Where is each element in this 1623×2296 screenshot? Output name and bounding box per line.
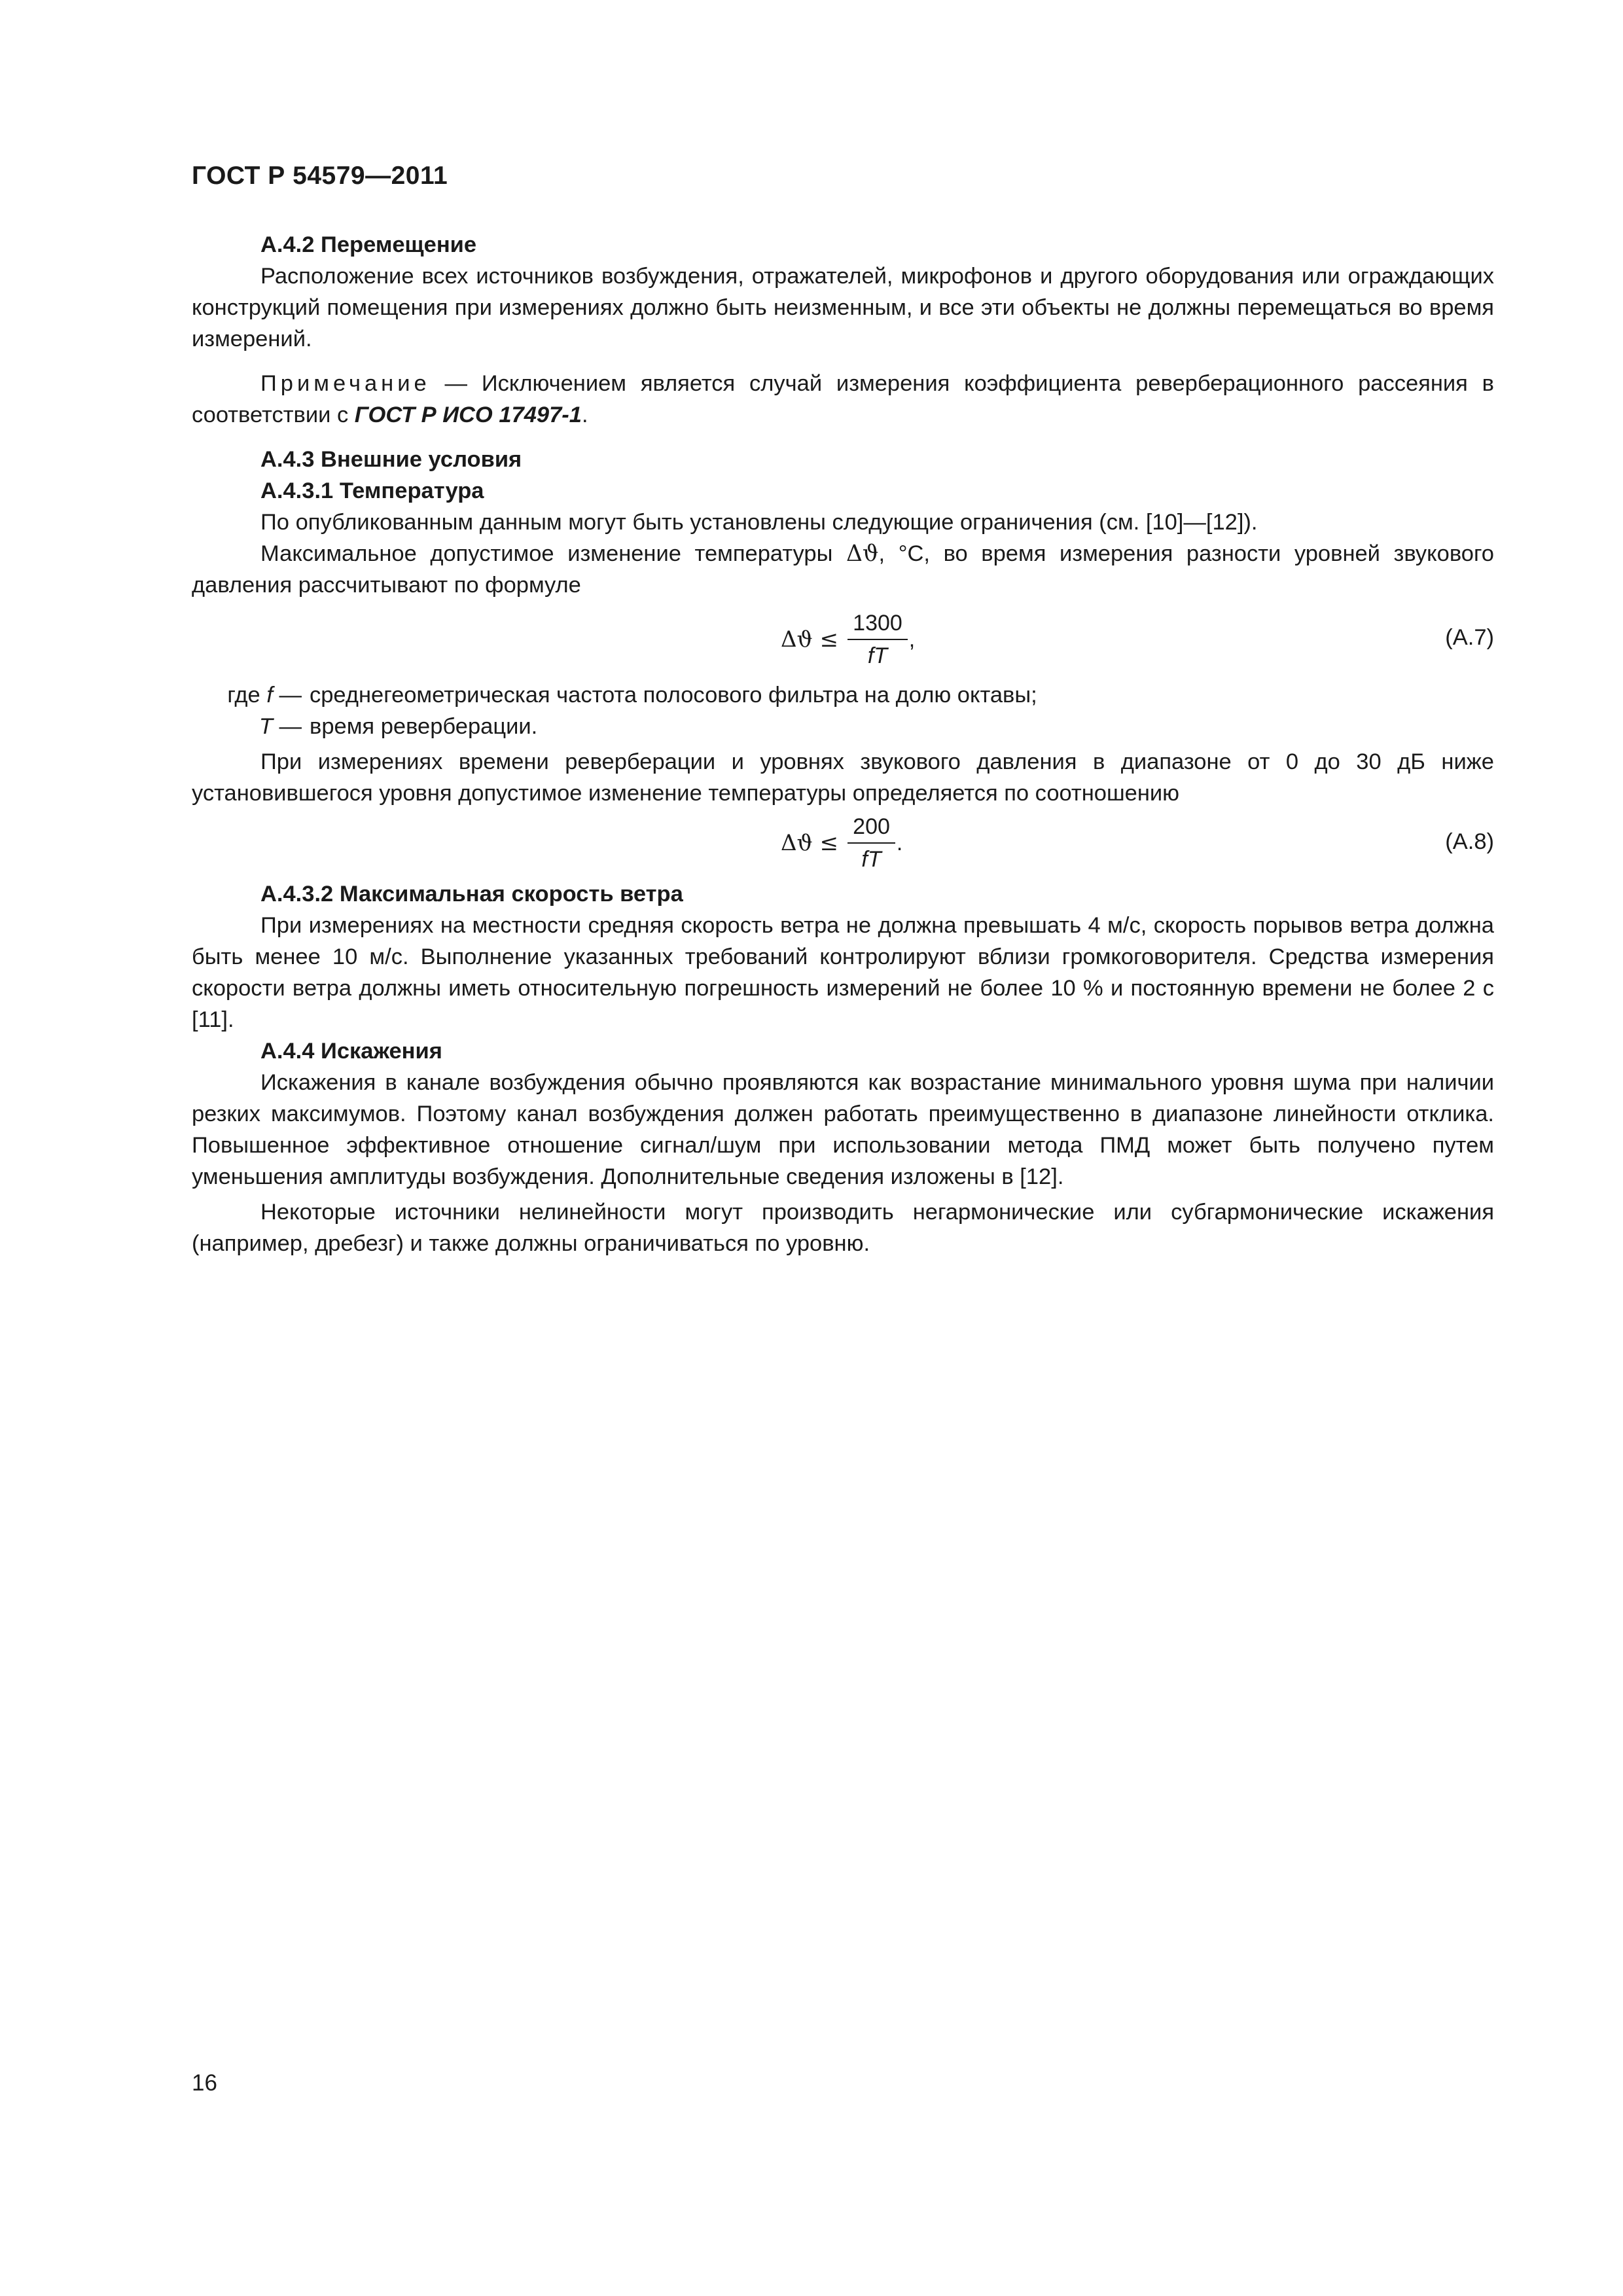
section-heading-a43: А.4.3 Внешние условия [260, 447, 522, 472]
spacer [192, 431, 1494, 444]
document-header: ГОСТ Р 54579—2011 [192, 162, 448, 190]
paragraph-a431-text-1: По опубликованным данным могут быть установлены следующие ограничения (см. [10]—[12]). [260, 510, 1258, 535]
where-symbol: T [259, 714, 273, 739]
note-label: Примечание [260, 371, 431, 396]
formula-a7-number: (А.7) [1445, 625, 1494, 650]
formula-a8-numerator: 200 [847, 814, 895, 844]
formula-a8-expression [781, 812, 902, 874]
where-symbol-t [192, 711, 310, 742]
where-list [192, 679, 1494, 742]
formula-a7-expression [781, 603, 915, 675]
formula-a7-denominator: fT [867, 643, 888, 668]
formula-a8-fraction [847, 814, 895, 872]
formula-a8-lhs: Δϑ ≤ [781, 830, 839, 856]
subsection-heading-a431: А.4.3.1 Температура [260, 478, 484, 503]
document-body [192, 229, 1494, 1259]
paragraph-a44-text-2: Некоторые источники нелинейности могут производить негармонические или субгармонические искажения (например, дребезг) и также должны ограничиваться по уровню. [192, 1200, 1494, 1256]
where-prefix: где [227, 683, 267, 708]
note-reference: ГОСТ Р ИСО 17497-1 [354, 403, 582, 427]
where-desc-t: время реверберации. [310, 714, 538, 739]
paragraph-a431-text-2 [192, 538, 1494, 601]
paragraph-a431-text-3: При измерениях времени реверберации и уровнях звукового давления в диапазоне от 0 до 30 дБ ниже установившегося уровня допустимое изменение температуры определяется по соотношению [192, 749, 1494, 806]
subsection-heading-a432: А.4.3.2 Максимальная скорость ветра [260, 882, 683, 906]
para-text-part: Максимальное допустимое изменение температуры [260, 541, 846, 566]
note-a42 [192, 368, 1494, 431]
formula-a8-number: (А.8) [1445, 829, 1494, 854]
paragraph-a44-text-1: Искажения в канале возбуждения обычно проявляются как возрастание минимального уровня шума при наличии резких максимумов. Поэтому канал возбуждения должен работать преимущественно в диапазоне линейности отклика. Повышенное эффективное отношение сигнал/шум при использовании метода ПМД может быть получено путем уменьшения амплитуды возбуждения. Дополнительные сведения изложены в [12]. [192, 1070, 1494, 1189]
spacer [192, 355, 1494, 368]
para-text-part: , °С, во время измерения разности уровней звукового давления рассчитывают по формуле [192, 541, 1494, 598]
section-heading-a42: А.4.2 Перемещение [260, 232, 477, 257]
section-heading-a44: А.4.4 Искажения [260, 1039, 442, 1064]
where-dash: — [272, 683, 302, 708]
where-desc-f: среднегеометрическая частота полосового фильтра на долю октавы; [310, 683, 1037, 708]
formula-a8 [192, 812, 1494, 874]
where-dash: — [272, 714, 302, 739]
formula-a7 [192, 603, 1494, 675]
note-text-1: — Исключением является случай измерения коэффициента реверберационного рассеяния в соответствии с [192, 371, 1494, 427]
note-text-2: . [581, 403, 588, 427]
paragraph-a42-text: Расположение всех источников возбуждения, отражателей, микрофонов и другого оборудования или ограждающих конструкций помещения при измерениях должно быть неизменным, и все эти объекты не должны перемещаться во время измерений. [192, 264, 1494, 351]
where-symbol-f [192, 679, 310, 711]
delta-theta-symbol: Δϑ [846, 541, 879, 567]
formula-a8-denominator: fT [861, 847, 882, 872]
formula-a7-punct: , [908, 627, 916, 652]
formula-a7-fraction [847, 610, 908, 669]
paragraph-a432-text: При измерениях на местности средняя скорость ветра не должна превышать 4 м/с, скорость порывов ветра должна быть менее 10 м/с. Выполнение указанных требований контролируют вблизи громкоговорителя. Средства измерения скорости ветра должны иметь относительную погрешность измерений не более 10 % и постоянную времени не более 2 с [11]. [192, 913, 1494, 1032]
formula-a7-numerator: 1300 [847, 610, 908, 640]
where-symbol: f [266, 683, 273, 708]
formula-a7-lhs: Δϑ ≤ [781, 626, 839, 653]
page-number: 16 [192, 2070, 217, 2096]
formula-a8-punct: . [896, 831, 903, 855]
